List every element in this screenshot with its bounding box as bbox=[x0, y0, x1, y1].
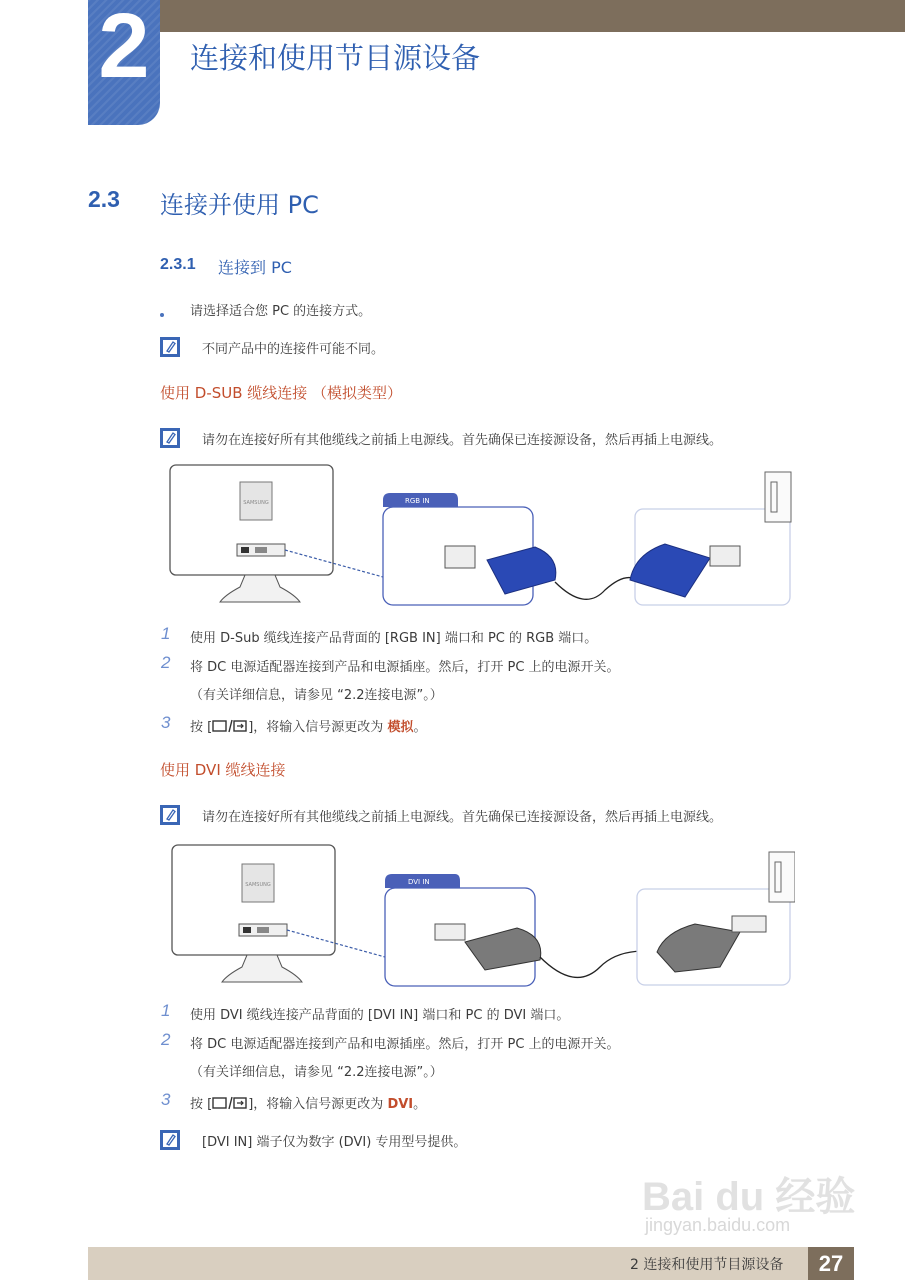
monitor-back-illustration bbox=[172, 845, 335, 982]
dsub-heading: 使用 D-SUB 缆线连接 （模拟类型） bbox=[160, 384, 403, 402]
chapter-number-box bbox=[88, 0, 160, 125]
step-number: 2 bbox=[161, 1030, 171, 1049]
monitor-brand-label: SAMSUNG bbox=[245, 882, 271, 888]
footer-chapter-text: 2 连接和使用节目源设备 bbox=[630, 1257, 784, 1273]
bullet-text: 请选择适合您 PC 的连接方式。 bbox=[190, 304, 372, 319]
monitor-back-illustration bbox=[170, 465, 333, 602]
dvi-connection-diagram bbox=[165, 842, 795, 990]
step-text: 将 DC 电源适配器连接到产品和电源插座。然后，打开 PC 上的电源开关。 bbox=[190, 1037, 620, 1052]
note-icon bbox=[160, 337, 180, 357]
subsection-number: 2.3.1 bbox=[160, 256, 196, 273]
dsub-connection-diagram bbox=[165, 462, 795, 610]
subsection-title: 连接到 PC bbox=[218, 258, 292, 277]
step-number: 1 bbox=[161, 624, 171, 643]
source-value: 模拟 bbox=[387, 720, 414, 735]
step-text-end: 。 bbox=[413, 720, 427, 735]
source-value: DVI bbox=[387, 1097, 414, 1112]
bullet-icon bbox=[160, 313, 164, 317]
watermark-url: jingyan.baidu.com bbox=[645, 1215, 791, 1235]
section-number: 2.3 bbox=[88, 186, 120, 212]
dvi-note2-text: [DVI IN] 端子仅为数字 (DVI) 专用型号提供。 bbox=[202, 1135, 467, 1150]
watermark-logo: Bai du 经验 bbox=[642, 1175, 856, 1219]
dvi-note-text: 请勿在连接好所有其他缆线之前插上电源线。首先确保已连接源设备，然后再插上电源线。 bbox=[202, 810, 723, 825]
port-label: RGB IN bbox=[405, 497, 430, 505]
dsub-note-text: 请勿在连接好所有其他缆线之前插上电源线。首先确保已连接源设备，然后再插上电源线。 bbox=[202, 433, 723, 448]
step-number: 2 bbox=[161, 653, 171, 672]
port-label: DVI IN bbox=[408, 878, 430, 886]
step-text: 使用 D-Sub 缆线连接产品背面的 [RGB IN] 端口和 PC 的 RGB 端口。 bbox=[190, 631, 598, 646]
top-bar bbox=[160, 0, 905, 32]
note-icon bbox=[160, 805, 180, 825]
step-text: 将 DC 电源适配器连接到产品和电源插座。然后，打开 PC 上的电源开关。 bbox=[190, 660, 620, 675]
chapter-title: 连接和使用节目源设备 bbox=[190, 41, 481, 75]
note-icon bbox=[160, 428, 180, 448]
step-number: 3 bbox=[161, 1090, 171, 1109]
monitor-brand-label: SAMSUNG bbox=[243, 500, 269, 506]
note-text: 不同产品中的连接件可能不同。 bbox=[202, 342, 385, 357]
chapter-number: 2 bbox=[98, 0, 150, 97]
step-text-end: 。 bbox=[413, 1097, 427, 1112]
dvi-heading: 使用 DVI 缆线连接 bbox=[160, 761, 286, 779]
step-text: 使用 DVI 缆线连接产品背面的 [DVI IN] 端口和 PC 的 DVI 端口。 bbox=[190, 1008, 570, 1023]
section-title: 连接并使用 PC bbox=[160, 191, 319, 219]
note-icon bbox=[160, 1130, 180, 1150]
step-number: 1 bbox=[161, 1001, 171, 1020]
page-number: 27 bbox=[818, 1251, 844, 1276]
step-text-row bbox=[190, 716, 426, 735]
step-number: 3 bbox=[161, 713, 171, 732]
step-extra-text: （有关详细信息，请参见 “2.2连接电源”。） bbox=[190, 688, 443, 703]
step-text-post: ]，将输入信号源更改为 bbox=[248, 1097, 388, 1112]
source-button-icon bbox=[212, 1096, 248, 1110]
step-extra-text: （有关详细信息，请参见 “2.2连接电源”。） bbox=[190, 1065, 443, 1080]
step-text-post: ]，将输入信号源更改为 bbox=[248, 720, 388, 735]
step-text-row bbox=[190, 1093, 426, 1112]
step-text-pre: 按 [ bbox=[190, 720, 213, 735]
step-text-pre: 按 [ bbox=[190, 1097, 213, 1112]
source-button-icon bbox=[212, 719, 248, 733]
